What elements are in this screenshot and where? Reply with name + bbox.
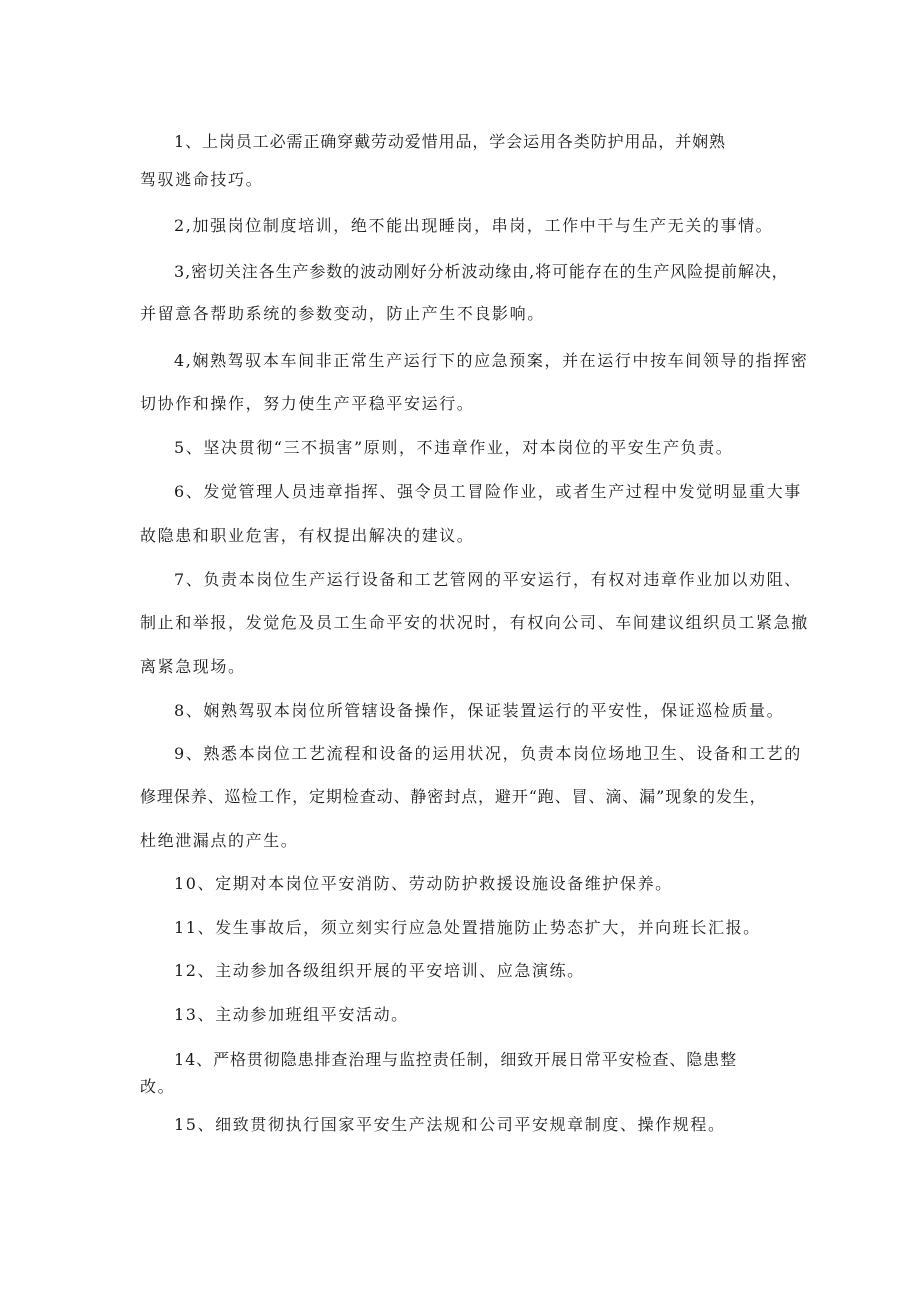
item-number: 7、 (174, 570, 204, 589)
paragraph-line (140, 303, 545, 325)
item-text: 细致贯彻执行国家平安生产法规和公司平安规章制度、操作规程。 (215, 1115, 726, 1134)
item-text: 发觉管理人员违章指挥、强令员工冒险作业，或者生产过程中发觉明显重大事 (203, 482, 802, 501)
paragraph-line (174, 569, 802, 591)
paragraph-line (140, 393, 474, 415)
item-text: 离紧急现场。 (140, 657, 246, 676)
item-number: 14、 (174, 1050, 214, 1069)
item-number: 12、 (174, 961, 216, 980)
item-number: 13、 (174, 1005, 216, 1024)
item-number: 1、 (174, 132, 202, 151)
paragraph-line (174, 261, 789, 283)
paragraph-line (174, 873, 673, 895)
paragraph-line (140, 656, 246, 678)
item-text: 坚决贯彻“三不损害”原则，不违章作业，对本岗位的平安生产负责。 (203, 438, 734, 457)
item-text: 修理保养、巡检工作，定期检查动、静密封点，避开“跑、冒、滴、漏”现象的发生， (140, 787, 767, 806)
item-number: 2, (174, 216, 193, 235)
paragraph-line (140, 525, 474, 547)
item-text: 主动参加班组平安活动。 (215, 1005, 409, 1024)
paragraph-line (174, 743, 802, 765)
paragraph-line (174, 917, 761, 939)
item-text: 改。 (140, 1077, 176, 1096)
item-number: 4, (174, 351, 193, 370)
item-text: 上岗员工必需正确穿戴劳动爱惜用品，学会运用各类防护用品，并娴熟 (201, 132, 726, 151)
paragraph-line (174, 1049, 737, 1071)
paragraph-line (140, 612, 809, 634)
item-text: 严格贯彻隐患排查治理与监控责任制，细致开展日常平安检查、隐患整 (213, 1050, 737, 1069)
item-number: 3, (174, 262, 192, 281)
item-number: 9、 (174, 744, 204, 763)
paragraph-line (174, 215, 773, 237)
item-text: 并留意各帮助系统的参数变动，防止产生不良影响。 (140, 304, 545, 323)
item-text: 定期对本岗位平安消防、劳动防护救援设施设备维护保养。 (215, 874, 673, 893)
item-text: 杜绝泄漏点的产生。 (140, 831, 299, 850)
item-number: 6、 (174, 482, 204, 501)
paragraph-line (140, 830, 298, 852)
item-text: 娴熟驾驭本车间非正常生产运行下的应急预案，并在运行中按车间领导的指挥密 (192, 351, 809, 370)
item-number: 15、 (174, 1115, 216, 1134)
item-text: 主动参加各级组织开展的平安培训、应急演练。 (215, 961, 585, 980)
item-number: 11、 (174, 918, 216, 937)
item-text: 负责本岗位生产运行设备和工艺管网的平安运行，有权对违章作业加以劝阻、 (203, 570, 802, 589)
item-text: 制止和举报，发觉危及员工生命平安的状况时，有权向公司、车间建议组织员工紧急撤 (140, 613, 809, 632)
item-text: 娴熟驾驭本岗位所管辖设备操作，保证装置运行的平安性，保证巡检质量。 (203, 701, 785, 720)
item-text: 切协作和操作，努力使生产平稳平安运行。 (140, 394, 475, 413)
item-text: 故隐患和职业危害，有权提出解决的建议。 (140, 526, 475, 545)
item-number: 8、 (174, 701, 204, 720)
item-number: 5、 (174, 438, 204, 457)
paragraph-line (174, 437, 733, 459)
paragraph-line (174, 960, 585, 982)
paragraph-line (140, 1076, 175, 1098)
paragraph-line (174, 700, 784, 722)
item-text: 密切关注各生产参数的波动刚好分析波动缘由,将可能存在的生产风险提前解决， (191, 262, 789, 281)
item-text: 加强岗位制度培训，绝不能出现睡岗，串岗，工作中干与生产无关的事情。 (192, 216, 774, 235)
item-text: 熟悉本岗位工艺流程和设备的运用状况，负责本岗位场地卫生、设备和工艺的 (203, 744, 802, 763)
paragraph-line (174, 481, 802, 503)
paragraph-line (174, 1004, 409, 1026)
paragraph-line (174, 1114, 726, 1136)
paragraph-line (174, 131, 726, 153)
item-text: 驾驭逃命技巧。 (140, 170, 264, 189)
item-number: 10、 (174, 874, 216, 893)
paragraph-line (140, 786, 767, 808)
paragraph-line (140, 169, 263, 191)
item-text: 发生事故后，须立刻实行应急处置措施防止势态扩大，并向班长汇报。 (215, 918, 761, 937)
paragraph-line (174, 350, 808, 372)
